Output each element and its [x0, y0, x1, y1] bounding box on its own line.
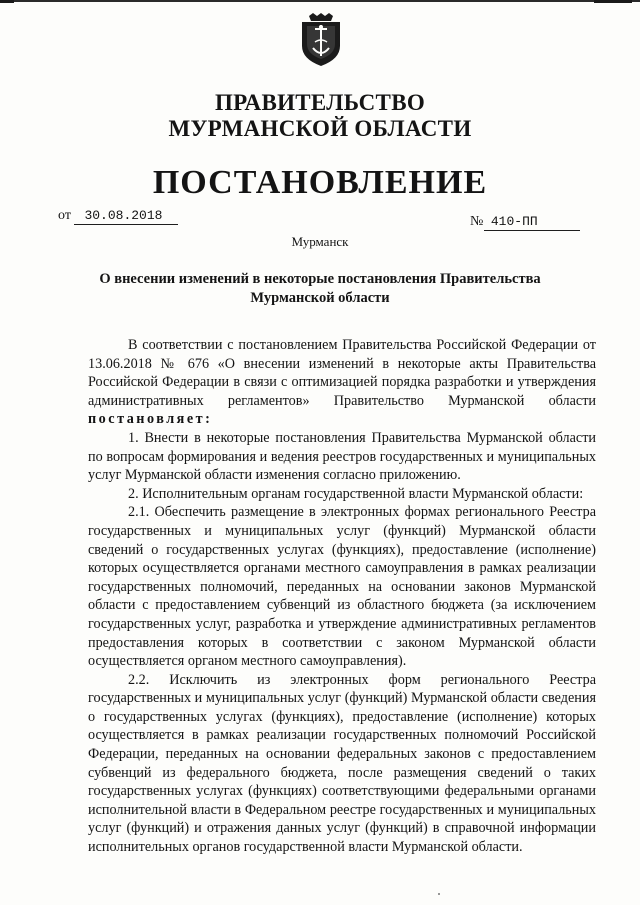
government-name-line-1: ПРАВИТЕЛЬСТВО [214, 90, 426, 115]
date-underline [74, 224, 178, 225]
decree-subject: О внесении изменений в некоторые постановления Правительства Мурманской области [99, 271, 541, 306]
murmansk-coat-of-arms-icon [299, 12, 343, 68]
item-2-1: 2.1. Обеспечить размещение в электронных формах регионального Реестра государственных и муниципальных услуг (функций) Мурманской области сведений о государственных услугах (функциях), предоставление (исполнение) которых осуществляется органами местного самоуправления в рамках реализации государственных полномочий, переданных на основании законов Мурманской области с предоставлением субвенций из областного бюджета (за исключением государственных услуг, разработка и утверждение административных регламентов предоставления которых в соответствии с законом Мурманской области осуществляется органом местного самоуправления). [88, 504, 596, 670]
preamble-paragraph [88, 336, 596, 429]
government-name-line-2: МУРМАНСКОЙ ОБЛАСТИ [168, 116, 472, 141]
scan-corner-mark [594, 0, 632, 3]
page-top-edge [0, 0, 640, 2]
decree-body [88, 336, 596, 857]
preamble-text: В соответствии с постановлением Правительства Российской Федерации от 13.06.2018 № 676 «О внесении изменений в некоторые акты Правительства Российской Федерации в связи с оптимизацией порядка разработки и утверждения административных регламентов» Правительство Мурманской области [88, 337, 596, 409]
scan-corner-mark [0, 0, 14, 3]
decree-number [470, 214, 538, 230]
decree-date [58, 208, 162, 224]
date-prefix: от [58, 208, 71, 223]
document-type-title: ПОСТАНОВЛЕНИЕ [152, 164, 488, 201]
resolves-word: постановляет: [88, 411, 213, 428]
scan-speck [438, 893, 440, 895]
date-value: 30.08.2018 [84, 208, 163, 223]
number-value: 410-ПП [490, 214, 538, 229]
number-underline [484, 230, 580, 231]
item-2: 2. Исполнительным органам государственной власти Мурманской области: [128, 485, 584, 502]
number-prefix: № [470, 214, 484, 229]
issue-city: Мурманск [291, 234, 349, 249]
item-2-2: 2.2. Исключить из электронных форм регионального Реестра государственных и муниципальных услуг (функций) Мурманской области сведения о государственных услугах (функциях), предоставление (исполнение) которых осуществляется в рамках реализации государственных полномочий Российской Федерации, переданных на основании федеральных законов с предоставлением субвенций из федерального бюджета, после размещения сведений о таких государственных услугах (функциях) соответствующими федеральными органами исполнительной власти в Федеральном реестре государственных и муниципальных услуг (функций) и отражения данных услуг (функций) в справочной информации исполнительных органов государственной власти Мурманской области. [88, 671, 596, 856]
item-1: 1. Внести в некоторые постановления Правительства Мурманской области по вопросам формирования и ведения реестров государственных и муниципальных услуг Мурманской области изменения согласно приложению. [88, 429, 596, 484]
